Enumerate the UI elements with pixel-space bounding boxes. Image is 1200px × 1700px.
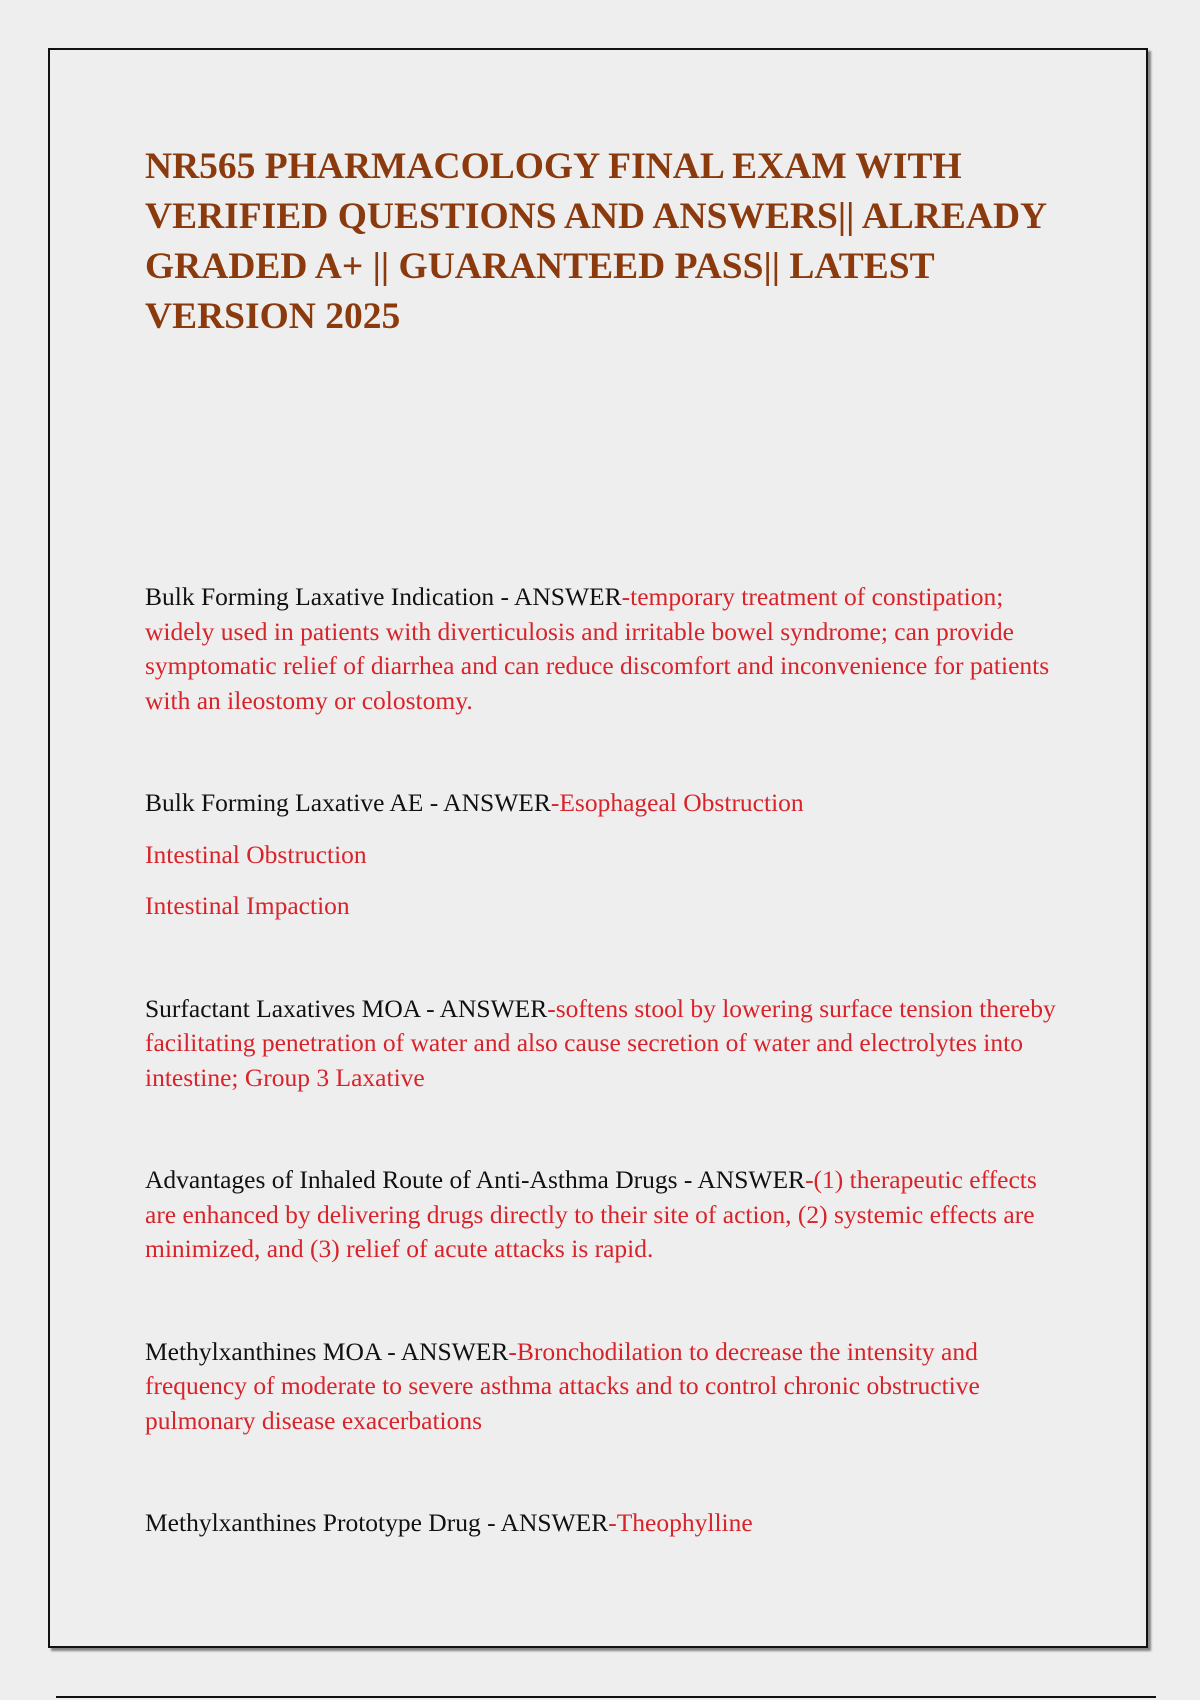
answer-extra-line: Intestinal Impaction (145, 891, 350, 920)
qa-list (145, 580, 1065, 1609)
document-title: NR565 PHARMACOLOGY FINAL EXAM WITH VERIFIED QUESTIONS AND ANSWERS|| ALREADY GRADED A+ || GUARANTEED PASS|| LATEST VERSION 2025 (145, 146, 1046, 337)
title-block (145, 142, 1065, 342)
question-text: Bulk Forming Laxative Indication - ANSWER (145, 582, 622, 611)
answer-text: -Bronchodilation to decrease the intensity and frequency of moderate to severe asthma attacks and to control chronic obstructive pulmonary disease exacerbations (145, 1336, 980, 1435)
answer-text: -Esophageal Obstruction (550, 788, 804, 817)
question-text: Advantages of Inhaled Route of Anti-Asthma Drugs - ANSWER (145, 1165, 806, 1194)
qa-item (145, 992, 1065, 1096)
qa-item (145, 1506, 1065, 1541)
question-text: Surfactant Laxatives MOA - ANSWER (145, 993, 548, 1023)
question-text: Bulk Forming Laxative AE - ANSWER (145, 788, 551, 817)
answer-text: -Theophylline (608, 1508, 753, 1537)
qa-item (145, 786, 1065, 924)
question-text: Methylxanthines Prototype Drug - ANSWER (145, 1508, 609, 1537)
question-text: Methylxanthines MOA - ANSWER (145, 1336, 509, 1366)
answer-extra-line: Intestinal Obstruction (145, 839, 367, 869)
qa-item (145, 1163, 1065, 1267)
answer-text: -softens stool by lowering surface tension thereby facilitating penetration of water and also cause secretion of water and electrolytes into intestine; Group 3 Laxative (145, 993, 1056, 1092)
answer-text: -temporary treatment of constipation; widely used in patients with diverticulosis and irritable bowel syndrome; can provide symptomatic relief of diarrhea and can reduce discomfort and inconvenience for patients with an ileostomy or colostomy. (145, 582, 1050, 715)
qa-item (145, 1335, 1065, 1439)
page-divider (56, 1696, 1156, 1698)
answer-text: -(1) therapeutic effects are enhanced by delivering drugs directly to their site of action, (2) systemic effects are minimized, and (3) relief of acute attacks is rapid. (145, 1165, 1037, 1263)
qa-item (145, 580, 1065, 718)
